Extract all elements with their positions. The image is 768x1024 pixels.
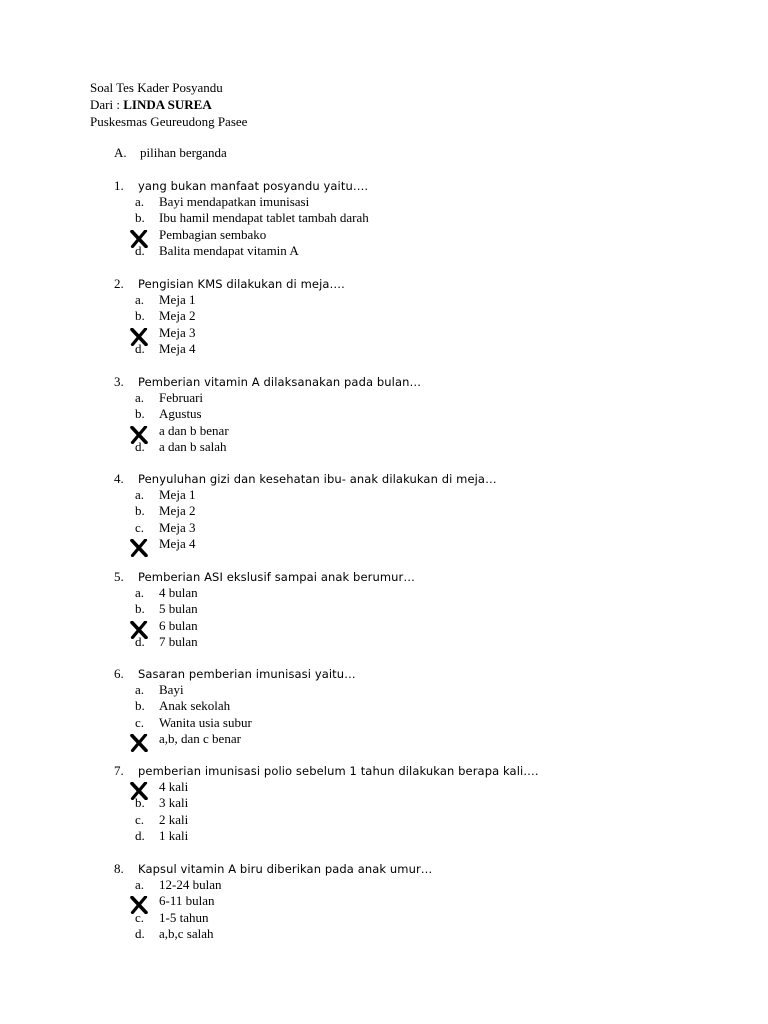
question-number: 3. — [114, 374, 124, 389]
option-text: 2 kali — [159, 811, 189, 827]
section-label: A. — [114, 145, 127, 160]
answer-option — [114, 618, 754, 634]
answer-option — [114, 682, 754, 698]
answer-option — [114, 910, 754, 926]
answer-option — [114, 926, 754, 942]
answer-option — [114, 698, 754, 714]
option-label: b. — [135, 795, 145, 811]
option-label: b. — [135, 210, 145, 226]
option-label: a. — [135, 487, 145, 502]
question-line — [114, 762, 754, 779]
option-text: a,b,c salah — [159, 925, 214, 941]
section-heading — [114, 144, 227, 161]
option-text: Meja 2 — [159, 503, 196, 519]
option-text: 4 kali — [159, 779, 189, 794]
option-label: a. — [135, 585, 145, 600]
option-label: c. — [135, 909, 145, 925]
question-6 — [114, 665, 754, 747]
answer-option — [114, 828, 754, 844]
option-text: 6-11 bulan — [159, 893, 215, 909]
option-text: Ibu hamil mendapat tablet tambah darah — [159, 210, 369, 226]
answer-option — [114, 585, 754, 601]
question-8 — [114, 860, 754, 942]
question-text: pemberian imunisasi polio sebelum 1 tahun dilakukan berapa kali…. — [138, 764, 539, 778]
answer-option — [114, 194, 754, 210]
option-label: c. — [135, 811, 145, 827]
option-text: Meja 4 — [159, 340, 196, 356]
option-label: d. — [135, 827, 145, 843]
answer-option — [114, 487, 754, 503]
option-text: 5 bulan — [159, 601, 198, 617]
option-text: Pembagian sembako — [159, 226, 267, 242]
answer-option — [114, 731, 754, 747]
option-text: Meja 4 — [159, 535, 196, 551]
question-line — [114, 665, 754, 682]
question-text: Penyuluhan gizi dan kesehatan ibu- anak dilakukan di meja… — [138, 472, 497, 486]
option-label: a. — [135, 194, 145, 209]
selected-answer-x-mark-icon — [130, 734, 148, 752]
answer-option — [114, 779, 754, 795]
question-line — [114, 470, 754, 487]
answer-option — [114, 795, 754, 811]
answer-option — [114, 893, 754, 909]
question-number: 7. — [114, 763, 124, 778]
option-label: a. — [135, 877, 145, 892]
option-text: Bayi — [159, 682, 184, 697]
answer-option — [114, 634, 754, 650]
question-text: Sasaran pemberian imunisasi yaitu… — [138, 667, 356, 681]
question-text: yang bukan manfaat posyandu yaitu…. — [138, 179, 369, 193]
answer-option — [114, 520, 754, 536]
question-5 — [114, 568, 754, 650]
option-label: d. — [135, 242, 145, 258]
option-text: a,b, dan c benar — [159, 730, 241, 746]
option-label: a. — [135, 390, 145, 405]
option-text: Meja 3 — [159, 519, 196, 535]
answer-option — [114, 423, 754, 439]
question-3 — [114, 373, 754, 455]
selected-answer-x-mark-icon — [130, 539, 148, 557]
option-label: a. — [135, 292, 145, 307]
question-text: Pemberian ASI ekslusif sampai anak berumur… — [138, 570, 415, 584]
option-label: d. — [135, 925, 145, 941]
option-text: Agustus — [159, 406, 202, 422]
question-text: Kapsul vitamin A biru diberikan pada anak umur… — [138, 862, 433, 876]
option-text: 7 bulan — [159, 633, 198, 649]
question-number: 1. — [114, 178, 124, 193]
question-number: 2. — [114, 276, 124, 291]
question-2 — [114, 275, 754, 357]
question-7 — [114, 762, 754, 844]
option-text: 6 bulan — [159, 617, 198, 633]
option-label: b. — [135, 406, 145, 422]
option-text: Bayi mendapatkan imunisasi — [159, 194, 310, 209]
option-text: 1-5 tahun — [159, 909, 209, 925]
question-text: Pemberian vitamin A dilaksanakan pada bulan… — [138, 375, 422, 389]
question-4 — [114, 470, 754, 552]
option-label: b. — [135, 308, 145, 324]
option-label: c. — [135, 714, 145, 730]
question-line — [114, 373, 754, 390]
answer-option — [114, 406, 754, 422]
option-label: c. — [135, 519, 145, 535]
question-number: 8. — [114, 861, 124, 876]
question-number: 5. — [114, 569, 124, 584]
option-text: 12-24 bulan — [159, 877, 222, 892]
section-title: pilihan berganda — [140, 145, 227, 160]
answer-option — [114, 439, 754, 455]
option-text: Meja 2 — [159, 308, 196, 324]
answer-option — [114, 308, 754, 324]
option-label: d. — [135, 438, 145, 454]
question-line — [114, 177, 754, 194]
answer-option — [114, 536, 754, 552]
document-header — [90, 79, 247, 130]
question-text: Pengisian KMS dilakukan di meja…. — [138, 277, 345, 291]
document-title: Soal Tes Kader Posyandu — [90, 80, 223, 95]
option-text: a dan b salah — [159, 438, 227, 454]
answer-option — [114, 715, 754, 731]
option-label: a. — [135, 682, 145, 697]
question-1 — [114, 177, 754, 259]
option-text: Meja 1 — [159, 292, 196, 307]
question-number: 4. — [114, 471, 124, 486]
question-line — [114, 275, 754, 292]
answer-option — [114, 210, 754, 226]
option-text: Anak sekolah — [159, 698, 231, 714]
option-label: d. — [135, 633, 145, 649]
author-name: LINDA SUREA — [123, 97, 212, 112]
option-label: b. — [135, 601, 145, 617]
answer-option — [114, 877, 754, 893]
answer-option — [114, 812, 754, 828]
option-text: 4 bulan — [159, 585, 198, 600]
option-label: d. — [135, 340, 145, 356]
option-text: 3 kali — [159, 795, 189, 811]
author-prefix: Dari : — [90, 97, 124, 112]
answer-option — [114, 503, 754, 519]
question-number: 6. — [114, 666, 124, 681]
option-text: a dan b benar — [159, 422, 229, 438]
answer-option — [114, 390, 754, 406]
institution-name: Puskesmas Geureudong Pasee — [90, 114, 248, 129]
answer-option — [114, 227, 754, 243]
option-label: b. — [135, 503, 145, 519]
question-line — [114, 860, 754, 877]
option-text: Meja 1 — [159, 487, 196, 502]
option-text: Meja 3 — [159, 324, 196, 340]
answer-option — [114, 243, 754, 259]
option-text: Balita mendapat vitamin A — [159, 242, 299, 258]
answer-option — [114, 341, 754, 357]
answer-option — [114, 601, 754, 617]
answer-option — [114, 292, 754, 308]
question-line — [114, 568, 754, 585]
option-text: Februari — [159, 390, 204, 405]
author-line — [90, 96, 247, 113]
option-label: b. — [135, 698, 145, 714]
option-text: Wanita usia subur — [159, 714, 252, 730]
answer-option — [114, 325, 754, 341]
option-text: 1 kali — [159, 827, 189, 843]
